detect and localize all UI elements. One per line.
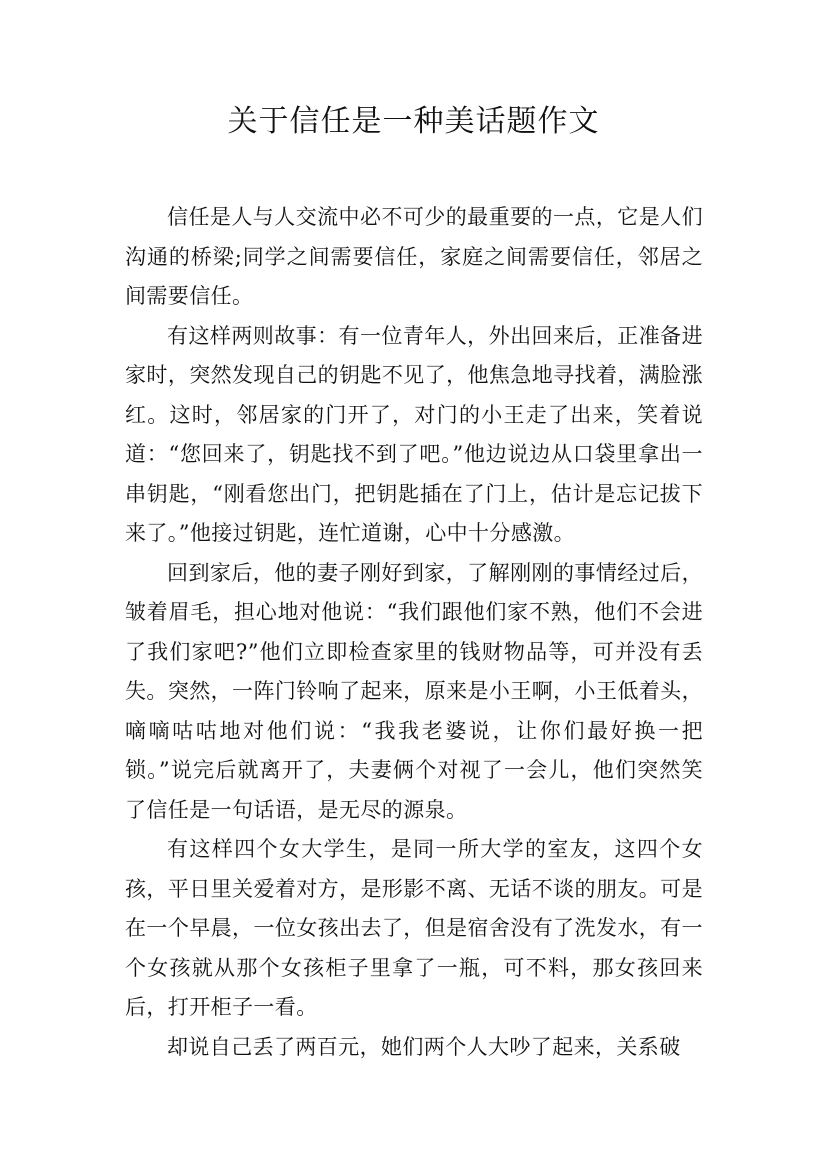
document-title: 关于信任是一种美话题作文 bbox=[227, 104, 600, 139]
paragraph-3: 回到家后，他的妻子刚好到家，了解刚刚的事情经过后，皱着眉毛，担心地对他说：“我们跟他们家不熟，他们不会进了我们家吧?”他们立即检查家里的钱财物品等，可并没有丢失。突然，一阵门铃响了起来，原来是小王啊，小王低着头，嘀嘀咕咕地对他们说：“我我老婆说，让你们最好换一把锁。”说完后就离开了，夫妻俩个对视了一会儿，他们突然笑了信任是一句话语，是无尽的源泉。 bbox=[125, 560, 703, 822]
paragraph-2: 有这样两则故事：有一位青年人，外出回来后，正准备进家时，突然发现自己的钥匙不见了，他焦急地寻找着，满脸涨红。这时，邻居家的门开了，对门的小王走了出来，笑着说道：“您回来了，钥匙找不到了吧。”他边说边从口袋里拿出一串钥匙，“刚看您出门，把钥匙插在了门上，估计是忘记拔下来了。”他接过钥匙，连忙道谢，心中十分感激。 bbox=[125, 323, 703, 545]
paragraph-4: 有这样四个女大学生，是同一所大学的室友，这四个女孩，平日里关爱着对方，是形影不离、无话不谈的朋友。可是在一个早晨，一位女孩出去了，但是宿舍没有了洗发水，有一个女孩就从那个女孩柜子里拿了一瓶，可不料，那女孩回来后，打开柜子一看。 bbox=[125, 837, 703, 1019]
paragraph-1: 信任是人与人交流中必不可少的最重要的一点，它是人们沟通的桥梁;同学之间需要信任，家庭之间需要信任，邻居之间需要信任。 bbox=[125, 205, 703, 308]
document-body bbox=[125, 198, 703, 1067]
paragraph-5: 却说自己丢了两百元，她们两个人大吵了起来，关系破 bbox=[167, 1034, 681, 1059]
